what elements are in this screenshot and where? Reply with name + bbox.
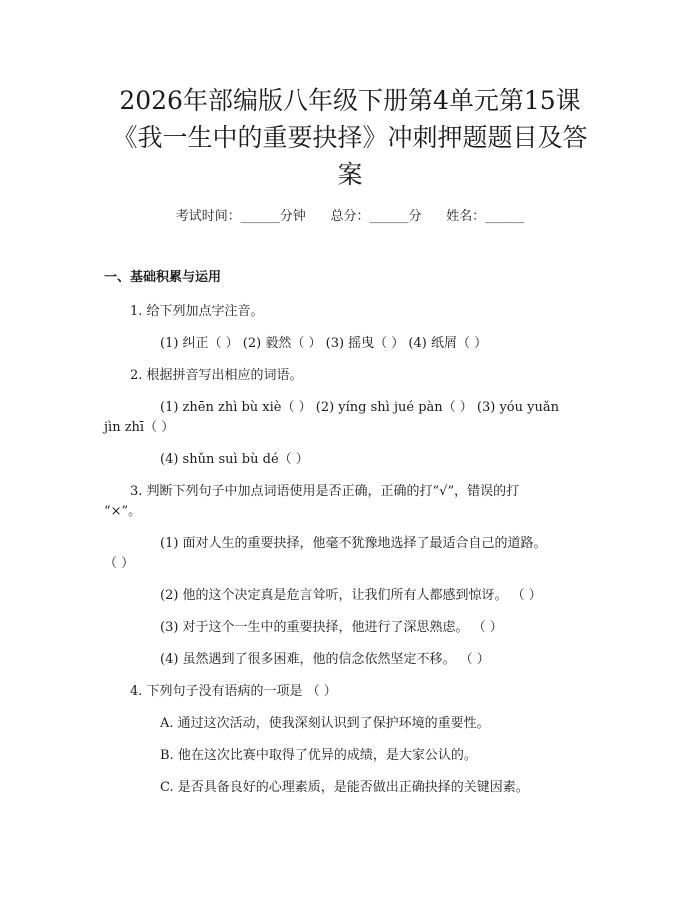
- question-3-item-1-blank: （ ）: [104, 556, 135, 571]
- title-line-3: 案: [337, 160, 363, 189]
- exam-info-line: 考试时间：______分钟 总分：______分 姓名：______: [175, 209, 525, 224]
- question-3-item-2: (2) 他的这个决定真是危言耸听，让我们所有人都感到惊讶。 （ ）: [160, 588, 542, 603]
- question-3-item-4: (4) 虽然遇到了很多困难，他的信念依然坚定不移。 （ ）: [160, 652, 490, 667]
- question-3-stem: 3. 判断下列句子中加点词语使用是否正确，正确的打“√”，错误的打: [130, 484, 520, 499]
- question-2-line-2: jìn zhī（ ）: [104, 420, 175, 435]
- question-4-stem: 4. 下列句子没有语病的一项是 （ ）: [130, 684, 337, 699]
- title-line-1: 2026年部编版八年级下册第4单元第15课: [119, 86, 581, 115]
- question-4-option-b: B. 他在这次比赛中取得了优异的成绩，是大家公认的。: [160, 748, 477, 763]
- question-2-stem: 2. 根据拼音写出相应的词语。: [130, 368, 303, 383]
- question-4-option-c: C. 是否具备良好的心理素质，是能否做出正确抉择的关键因素。: [160, 780, 529, 795]
- page-title: [40, 82, 660, 193]
- question-2-line-1: (1) zhēn zhì bù xiè（ ） (2) yíng shì jué pàn（ ） (3) yóu yuǎn: [160, 400, 559, 415]
- question-4-option-a: A. 通过这次活动，使我深刻认识到了保护环境的重要性。: [160, 716, 490, 731]
- question-3-item-3: (3) 对于这个一生中的重要抉择，他进行了深思熟虑。 （ ）: [160, 620, 503, 635]
- question-1-options: (1) 纠正（ ） (2) 毅然（ ） (3) 摇曳（ ） (4) 纸屑（ ）: [160, 336, 488, 351]
- question-3-item-1: (1) 面对人生的重要抉择，他毫不犹豫地选择了最适合自己的道路。: [160, 536, 547, 551]
- question-3-stem-cont: “×”。: [104, 504, 142, 519]
- title-line-2: 《我一生中的重要抉择》冲刺押题题目及答: [112, 123, 588, 152]
- question-1-stem: 1. 给下列加点字注音。: [130, 304, 264, 319]
- section-heading: 一、基础积累与运用: [104, 270, 222, 285]
- question-2-line-3: (4) shǔn suì bù dé（ ）: [160, 452, 309, 467]
